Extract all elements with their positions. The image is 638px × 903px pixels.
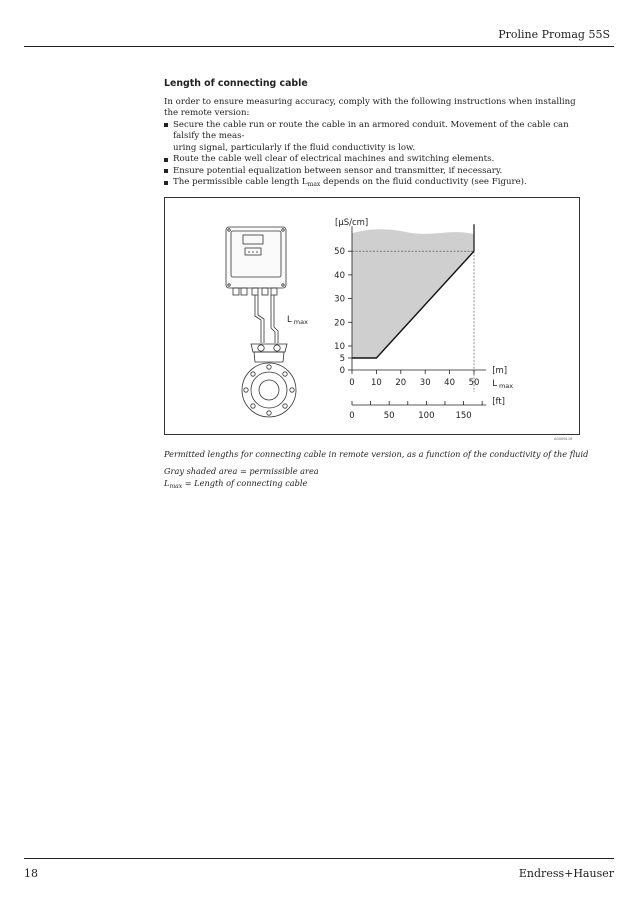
y-tick-label: 30 bbox=[334, 294, 345, 305]
list-item: Secure the cable run or route the cable in an armored conduit. Movement of the cable can falsify the meas- uring signal, particularly if the fluid conductivity is low. bbox=[164, 120, 582, 155]
y-tick-label: 10 bbox=[334, 342, 345, 352]
list-item: Ensure potential equalization between sensor and transmitter, if necessary. bbox=[164, 166, 582, 178]
figure-caption: Permitted lengths for connecting cable in remote version, as a function of the conductivity of the fluid bbox=[164, 449, 589, 459]
x-ft-tick-label: 100 bbox=[418, 411, 435, 421]
x-tick-label: 40 bbox=[444, 378, 456, 388]
section-content bbox=[164, 78, 582, 189]
x-tick-label: 30 bbox=[419, 378, 431, 388]
y-tick-label: 50 bbox=[334, 247, 345, 258]
document-title: Proline Promag 55S bbox=[498, 28, 610, 41]
page-footer bbox=[24, 858, 614, 880]
y-tick-label: 0 bbox=[339, 366, 345, 376]
x-tick-label: 0 bbox=[349, 378, 355, 388]
list-item: Route the cable well clear of electrical machines and switching elements. bbox=[164, 154, 582, 166]
lmax-device-label: L $_{max}$ bbox=[287, 315, 308, 326]
x-ft-tick-label: 150 bbox=[455, 411, 472, 421]
y-tick-label: 5 bbox=[339, 354, 345, 364]
figure-legend bbox=[164, 465, 319, 489]
x-tick-label: 10 bbox=[370, 378, 382, 388]
company-name: Endress+Hauser bbox=[518, 867, 614, 880]
page-header bbox=[24, 0, 614, 47]
unit-m-label: [m] bbox=[492, 366, 508, 376]
figure-svg bbox=[165, 198, 579, 434]
x-ft-tick-label: 50 bbox=[383, 411, 395, 421]
figure-box bbox=[164, 197, 580, 435]
intro-paragraph: In order to ensure measuring accuracy, comply with the following instructions when installing the remote version: bbox=[164, 96, 576, 118]
instruction-list bbox=[164, 120, 582, 189]
x-tick-label: 50 bbox=[468, 378, 480, 388]
y-axis-label: [µS/cm] bbox=[335, 218, 369, 228]
x-axis-label: L $_{max}$ bbox=[492, 379, 514, 390]
legend-line-lmax: $L_{max}$ = Length of connecting cable bbox=[164, 478, 308, 491]
conductivity-chart bbox=[334, 218, 513, 421]
x-ft-tick-label: 0 bbox=[349, 411, 355, 421]
unit-ft-label: [ft] bbox=[492, 397, 506, 407]
legend-line-gray: Gray shaded area = permissible area bbox=[164, 466, 319, 476]
y-tick-label: 20 bbox=[334, 318, 345, 329]
y-tick-label: 40 bbox=[334, 270, 345, 281]
figure-id: A0006116 bbox=[554, 437, 573, 441]
page-number: 18 bbox=[24, 867, 38, 880]
list-item: The permissible cable length $L_{max}$ depends on the fluid conductivity (see Figure). bbox=[164, 177, 582, 189]
x-tick-label: 20 bbox=[395, 378, 407, 388]
sensor-icon bbox=[242, 344, 296, 417]
section-heading: Length of connecting cable bbox=[164, 78, 308, 89]
transmitter-icon bbox=[226, 227, 286, 343]
permissible-area bbox=[352, 229, 474, 358]
